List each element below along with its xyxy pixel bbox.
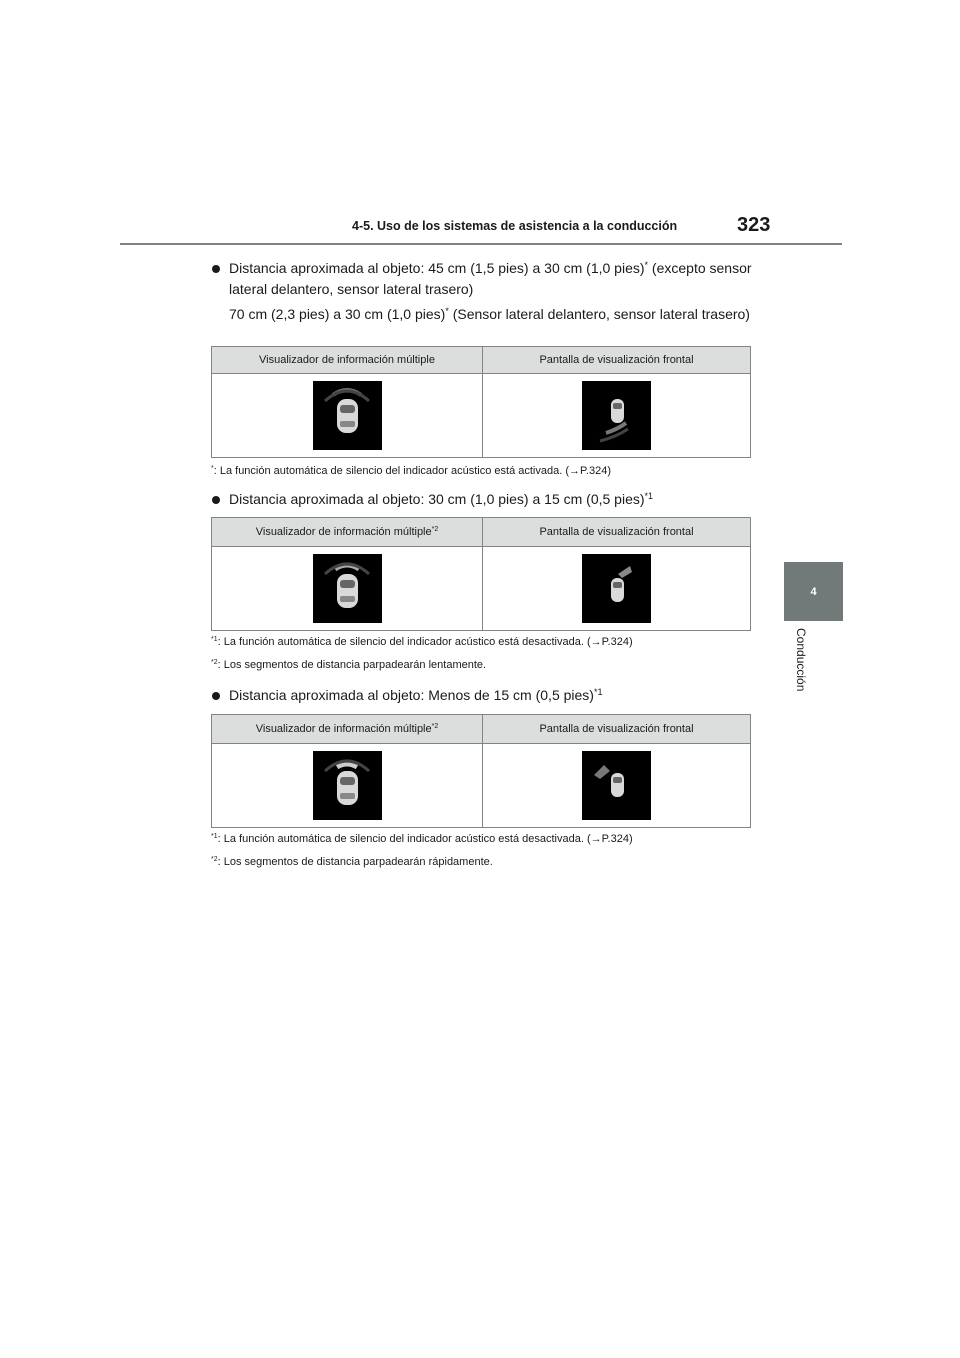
car-icon bbox=[611, 578, 624, 602]
bullet-distance-2: Distancia aproximada al objeto: 30 cm (1,0 pies) a 15 cm (0,5 pies)$^{*1}$ bbox=[212, 489, 757, 510]
hud-display-image bbox=[582, 751, 651, 820]
multi-info-image-cell bbox=[212, 744, 483, 828]
multi-info-image-cell bbox=[212, 547, 483, 631]
hud-image-cell bbox=[483, 374, 751, 458]
car-icon bbox=[337, 574, 358, 608]
bullet-distance-3: Distancia aproximada al objeto: Menos de 15 cm (0,5 pies)$^{*1}$ bbox=[212, 685, 757, 706]
footnote: $^{*1}$: La función automática de silencio del indicador acústico está desactivada. (→P.324) bbox=[211, 833, 633, 845]
chapter-number: 4 bbox=[810, 585, 817, 598]
chapter-label: Conducción bbox=[794, 628, 808, 692]
hud-display-image bbox=[582, 381, 651, 450]
car-icon bbox=[337, 399, 358, 433]
hud-display-image bbox=[582, 554, 651, 623]
multi-info-image-cell bbox=[212, 374, 483, 458]
car-icon bbox=[611, 773, 624, 797]
footnote: $^{*2}$: Los segmentos de distancia parpadearán rápidamente. bbox=[211, 856, 493, 868]
footnote: $^{*2}$: Los segmentos de distancia parpadearán lentamente. bbox=[211, 659, 487, 671]
display-table-3 bbox=[211, 714, 751, 828]
display-table-2 bbox=[211, 517, 751, 631]
header-divider bbox=[120, 243, 842, 245]
footnote: *: La función automática de silencio del indicador acústico está activada. (→P.324) bbox=[211, 465, 611, 477]
multi-info-display-image bbox=[313, 751, 382, 820]
distance-segment-icon bbox=[325, 564, 369, 574]
hud-image-cell bbox=[483, 744, 751, 828]
display-table-1 bbox=[211, 346, 751, 458]
bullet-icon bbox=[212, 496, 220, 504]
bullet-distance-1: Distancia aproximada al objeto: 45 cm (1,5 pies) a 30 cm (1,0 pies)* (excepto sensor lateral delantero, sensor lateral trasero) 70 cm (2,3 pies) a 30 cm (1,0 pies)* (Sensor lateral delantero, sensor lateral trasero) bbox=[212, 258, 757, 325]
page-number: 323 bbox=[737, 214, 771, 236]
column-header-hud: Pantalla de visualización frontal bbox=[483, 518, 751, 547]
hud-image-cell bbox=[483, 547, 751, 631]
column-header-multi-info: Visualizador de información múltiple$^{*2}$ bbox=[212, 715, 483, 744]
distance-segment-icon bbox=[618, 566, 632, 578]
car-icon bbox=[337, 771, 358, 805]
multi-info-display-image bbox=[313, 554, 382, 623]
car-icon bbox=[611, 399, 624, 423]
multi-info-display-image bbox=[313, 381, 382, 450]
distance-segment-icon bbox=[594, 765, 610, 779]
column-header-multi-info: Visualizador de información múltiple bbox=[212, 347, 483, 374]
column-header-multi-info: Visualizador de información múltiple$^{*2}$ bbox=[212, 518, 483, 547]
column-header-hud: Pantalla de visualización frontal bbox=[483, 347, 751, 374]
bullet-icon bbox=[212, 265, 220, 273]
bullet-icon bbox=[212, 692, 220, 700]
footnote: $^{*1}$: La función automática de silencio del indicador acústico está desactivada. (→P.324) bbox=[211, 636, 633, 648]
column-header-hud: Pantalla de visualización frontal bbox=[483, 715, 751, 744]
section-title: 4-5. Uso de los sistemas de asistencia a la conducción bbox=[352, 219, 678, 233]
distance-segment-icon bbox=[337, 764, 357, 767]
chapter-tab[interactable] bbox=[784, 562, 843, 621]
